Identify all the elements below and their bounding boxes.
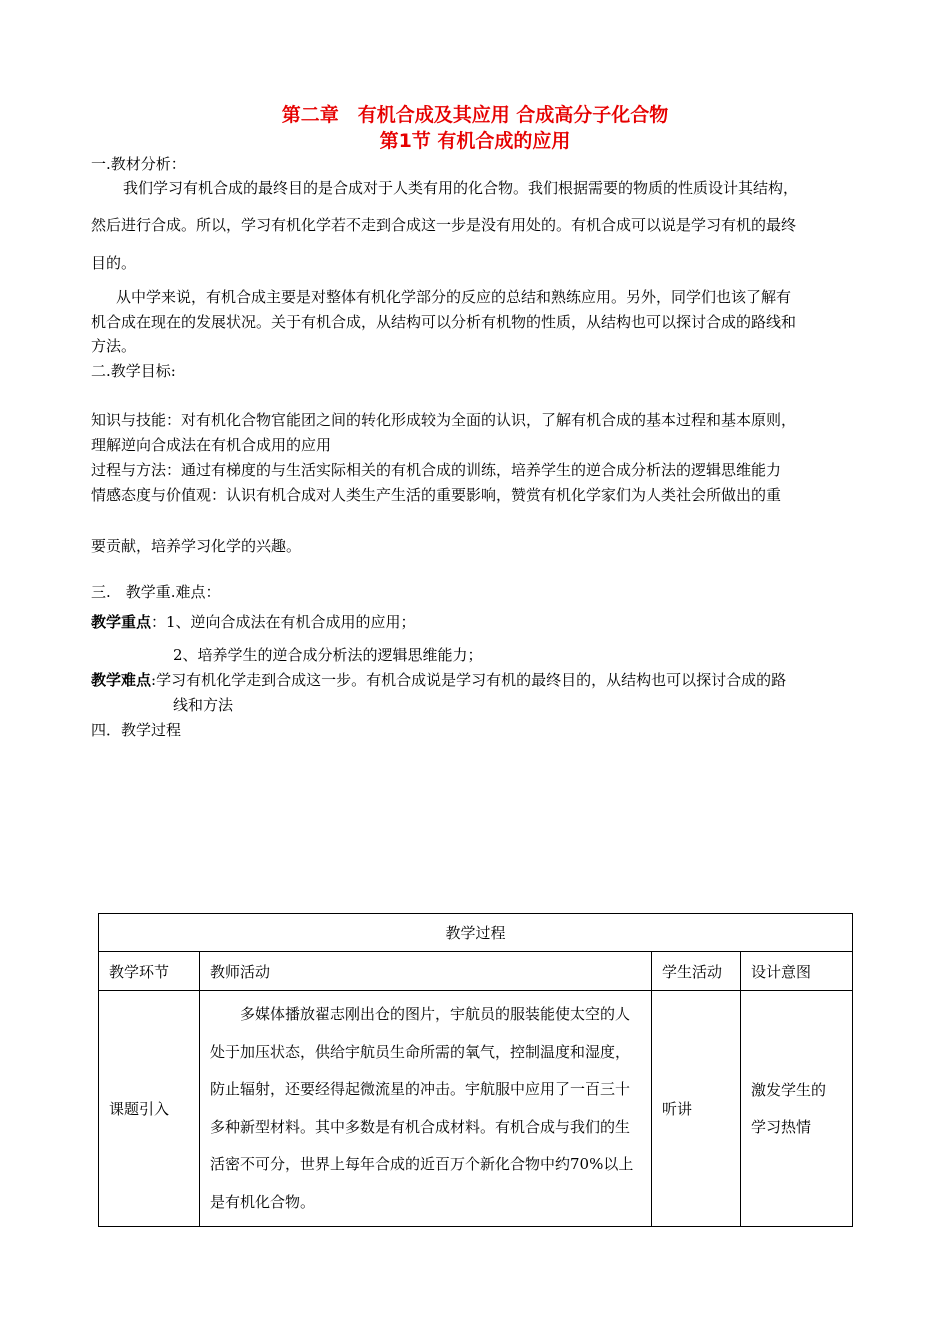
sec1-p2-line: 方法。	[91, 337, 137, 355]
row-teacher-cell	[200, 991, 652, 1227]
row-intent: 激发学生的学习热情	[741, 991, 853, 1227]
sec1-p2-line: 从中学来说，有机合成主要是对整体有机化学部分的反应的总结和熟练应用。另外，同学们也该了解有	[116, 288, 792, 306]
header-teacher: 教师活动	[200, 952, 652, 991]
key-points-label: 教学重点	[91, 613, 152, 631]
sec3-heading: 三. 教学重.难点：	[91, 583, 221, 601]
sec2-line: 理解逆向合成法在有机合成用的应用	[91, 436, 332, 454]
key-points-text: ：1、逆向合成法在有机合成用的应用；	[151, 613, 416, 631]
header-intent: 设计意图	[741, 952, 853, 991]
header-stage: 教学环节	[99, 952, 200, 991]
difficulty-line	[91, 669, 786, 690]
sec2-line: 情感态度与价值观：认识有机合成对人类生产生活的重要影响，赞赏有机化学家们为人类社会所做出的重	[91, 486, 782, 504]
sec1-p2-line: 机合成在现在的发展状况。关于有机合成，从结构可以分析有机物的性质，从结构也可以探讨合成的路线和	[91, 313, 797, 331]
sec2-line: 过程与方法：通过有梯度的与生活实际相关的有机合成的训练，培养学生的逆合成分析法的逻辑思维能力	[91, 461, 782, 479]
sec2-line: 知识与技能：对有机化合物官能团之间的转化形成较为全面的认识，了解有机合成的基本过程和基本原则，	[91, 411, 797, 429]
difficulty-line-2: 线和方法	[173, 696, 234, 714]
chapter-title: 第二章 有机合成及其应用 合成高分子化合物	[281, 104, 669, 126]
sec1-p1-line: 我们学习有机合成的最终目的是合成对于人类有用的化合物。我们根据需要的物质的性质设计其结构，	[123, 179, 799, 197]
sec1-p1-line: 目的。	[91, 254, 137, 272]
sec1-p1-line: 然后进行合成。所以，学习有机化学若不走到合成这一步是没有用处的。有机合成可以说是学习有机的最终	[91, 216, 797, 234]
sec4-heading: 四．教学过程	[91, 721, 182, 739]
table-caption: 教学过程	[99, 914, 853, 952]
header-student: 学生活动	[652, 952, 741, 991]
key-points-line	[91, 611, 416, 632]
teaching-process-table	[98, 913, 853, 1227]
difficulty-text: :学习有机化学走到合成这一步。有机合成说是学习有机的最终目的，从结构也可以探讨合成的路	[151, 671, 787, 689]
row-teacher: 多媒体播放翟志刚出仓的图片，宇航员的服装能使太空的人处于加压状态，供给宇航员生命所需的氧气，控制温度和湿度，防止辐射，还要经得起微流星的冲击。宇航服中应用了一百三十多种新型材料。其中多数是有机合成材料。有机合成与我们的生活密不可分，世界上每年合成的近百万个新化合物中约70%以上是有机化合物。	[210, 1005, 634, 1211]
sec2-line: 要贡献，培养学习化学的兴趣。	[91, 537, 302, 555]
row-stage: 课题引入	[99, 991, 200, 1227]
sec1-heading: 一.教材分析：	[91, 155, 186, 173]
key-points-line-2: 2、培养学生的逆合成分析法的逻辑思维能力；	[173, 646, 483, 664]
difficulty-label: 教学难点	[91, 671, 152, 689]
row-student: 听讲	[652, 991, 741, 1227]
section-title: 第1节 有机合成的应用	[379, 130, 571, 152]
sec2-heading: 二.教学目标:	[91, 362, 176, 380]
